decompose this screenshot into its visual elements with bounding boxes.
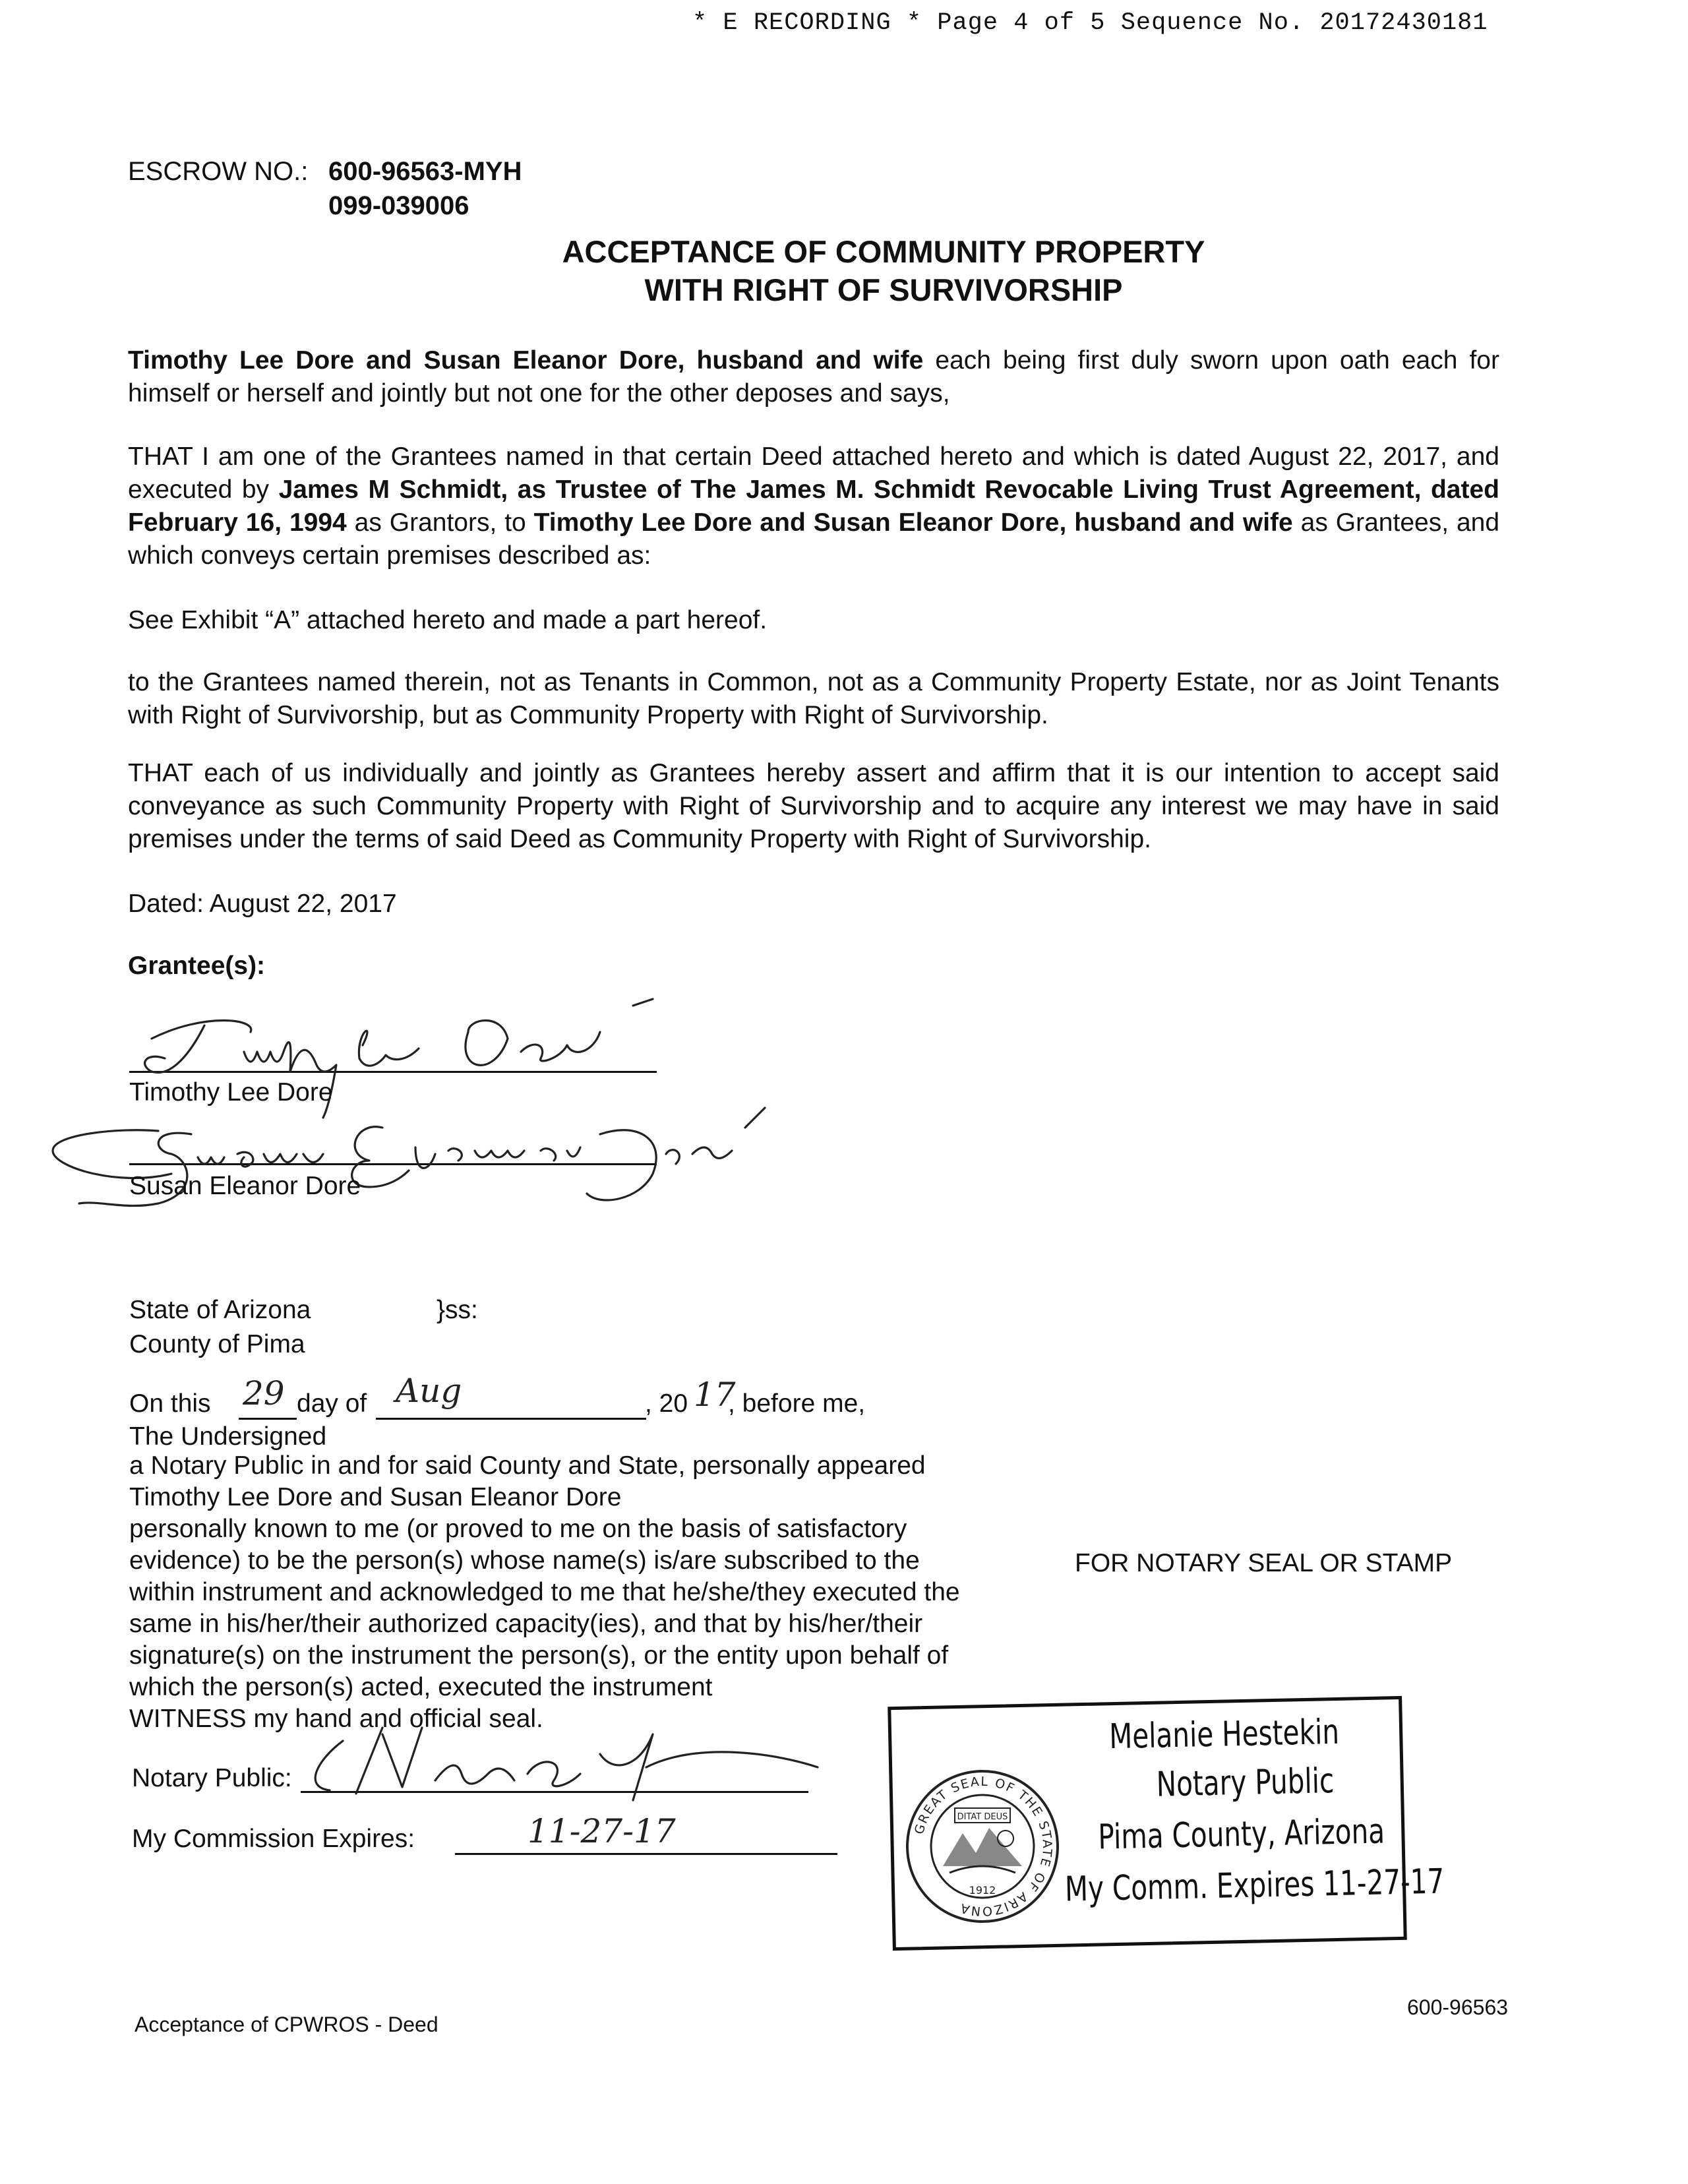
commission-expires-line [455,1853,837,1855]
day-blank-line [239,1418,297,1420]
seal-year: 1912 [969,1884,996,1896]
stamp-notary-title: Notary Public [1156,1761,1335,1805]
handwritten-day: 29 [243,1374,285,1412]
commission-expires-label: My Commission Expires: [132,1825,415,1853]
grantors-names: James M Schmidt, as Trustee of The James M. Schmidt Revocable Living Trust Agreement, dated February 16, 1994 [128,475,1499,537]
stamp-county: Pima County, Arizona [1097,1811,1385,1858]
notary-year-prefix: , 20 [645,1389,688,1418]
notary-body-line: within instrument and acknowledged to me that he/she/they executed the [129,1578,960,1606]
signer-name-1: Timothy Lee Dore [129,1078,333,1107]
intro-rest: each being first duly sworn upon oath each for himself or herself and jointly but not one for the other deposes and says, [128,346,1499,408]
notary-body-line: evidence) to be the person(s) whose name(s) is/are subscribed to the [129,1546,920,1575]
arizona-state-seal-icon [903,1767,1062,1926]
stamp-notary-name: Melanie Hestekin [1108,1712,1340,1757]
deed-paragraph-part3: as Grantees, and which conveys certain premises described as: [128,508,1500,570]
notary-body-line: same in his/her/their authorized capacity(ies), and that by his/her/their [129,1610,923,1638]
notary-public-label: Notary Public: [132,1764,292,1792]
footer-right: 600-96563 [1407,1995,1509,2019]
seal-motto: DITAT DEUS [957,1812,1008,1822]
document-title-line2: WITH RIGHT OF SURVIVORSHIP [644,272,1123,307]
notary-body-line: personally known to me (or proved to me on the basis of satisfactory [129,1515,907,1543]
seal-ring-text: GREAT SEAL OF THE STATE OF ARIZONA [911,1774,1055,1919]
footer-left: Acceptance of CPWROS - Deed [135,2013,438,2036]
signer-name-2: Susan Eleanor Dore [129,1172,361,1200]
notary-body-line: WITNESS my hand and official seal. [129,1705,543,1733]
handwritten-month: Aug [396,1372,462,1410]
notary-body-line: signature(s) on the instrument the person(s), or the entity upon behalf of [129,1641,949,1670]
notary-body-line: a Notary Public in and for said County and State, personally appeared [129,1451,926,1480]
notary-seal-caption: FOR NOTARY SEAL OR STAMP [1075,1549,1453,1577]
document-title-line1: ACCEPTANCE OF COMMUNITY PROPERTY [562,234,1205,269]
escrow-label: ESCROW NO.: [128,157,309,186]
grantees-paragraph: to the Grantees named therein, not as Tenants in Common, not as a Community Property Estate, nor as Joint Tenants with Right of Survivorship, but as Community Property with Right of Survivorship. [128,668,1499,729]
deed-paragraph [128,440,1499,572]
month-blank-line [376,1418,646,1420]
exhibit-reference: See Exhibit “A” attached hereto and made a part hereof. [128,606,768,634]
deed-paragraph-part1: THAT I am one of the Grantees named in that certain Deed attached hereto and which is dated August 22, 2017, and executed by [128,442,1499,504]
notary-day-of: day of [297,1389,367,1418]
notary-undersigned: The Undersigned [129,1422,327,1451]
recording-header: * E RECORDING * Page 4 of 5 Sequence No. 20172430181 [692,9,1488,37]
notary-body-line: Timothy Lee Dore and Susan Eleanor Dore [129,1483,622,1511]
notary-signature [290,1714,831,1807]
deed-paragraph-part2: as Grantors, to [346,508,534,537]
handwritten-year: 17 [694,1376,736,1414]
intro-paragraph [128,344,1499,410]
grantees-names: Timothy Lee Dore and Susan Eleanor Dore, husband and wife [533,508,1293,537]
notary-ss: }ss: [437,1296,478,1324]
notary-body-line: which the person(s) acted, executed the instrument [129,1673,713,1701]
escrow-number-secondary: 099-039006 [328,191,469,220]
handwritten-expiry: 11-27-17 [528,1812,676,1850]
affirm-paragraph: THAT each of us individually and jointly as Grantees hereby assert and affirm that it is our intention to accept said conveyance as such Community Property with Right of Survivorship and to acquire any interest we may have in said premises under the terms of said Deed as Community Property with Right of Survivorship. [128,759,1499,853]
notary-county: County of Pima [129,1330,305,1358]
notary-before-me: , before me, [728,1389,866,1418]
notary-state: State of Arizona [129,1296,311,1324]
notary-on-this: On this [129,1389,211,1418]
dated-line: Dated: August 22, 2017 [128,890,397,918]
escrow-number-primary: 600-96563-MYH [328,157,522,186]
stamp-expiry: My Comm. Expires 11-27-17 [1064,1862,1445,1910]
intro-parties: Timothy Lee Dore and Susan Eleanor Dore, husband and wife [128,346,924,375]
grantees-label: Grantee(s): [128,952,266,980]
